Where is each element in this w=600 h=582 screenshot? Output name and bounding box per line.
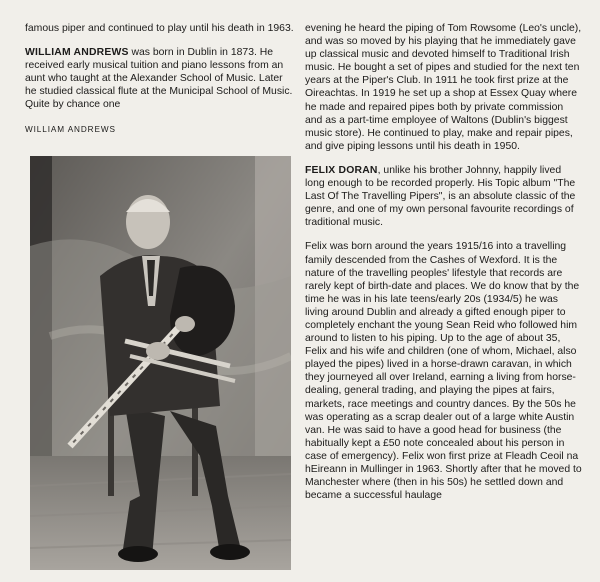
photo-william-andrews <box>30 156 291 570</box>
name-william-andrews: WILLIAM ANDREWS <box>25 47 129 59</box>
right-column <box>305 22 583 513</box>
piper-photograph <box>30 156 291 570</box>
paragraph-felix-doran-text: , unlike his brother Johnny, happily lived long enough to be recorded properly. His Topic album "The Last Of The Travelling Pipers", is an absolute classic of the genre, and one of my own personal favourite recordings of traditional music. <box>305 164 576 229</box>
paragraph-william-andrews-text: was born in Dublin in 1873. He received early musical tuition and piano lessons from an aunt who taught at the Alexander School of Music. Later he studied classical flute at the Municipal School of Music. Quite by chance one <box>25 47 293 111</box>
name-felix-doran: FELIX DORAN <box>305 164 378 176</box>
left-column <box>25 22 295 144</box>
paragraph-william-andrews <box>25 46 295 111</box>
photo-caption: WILLIAM ANDREWS <box>25 124 116 134</box>
paragraph-tom-rowsome: evening he heard the piping of Tom Rowsome (Leo's uncle), and was so moved by his playing that he immediately gave up classical music and devoted himself to Traditional Irish music. He bought a set of pipes and studied for the next ten years at the Piper's Club. In 1911 he took first prize at the Oireachtas. In 1919 he set up a shop at Essex Quay where he made and repaired pipes both by private commission and as a part-time employee of Waltons (Dublin's biggest music store). He continued to play, make and repair pipes, and give piping lessons until his death in 1950. <box>305 23 582 152</box>
paragraph-felix-biography: Felix was born around the years 1915/16 into a travelling family descended from the Cashes of Wexford. It is the nature of the travelling peoples' lifestyle that records are rarely kept of birth-date and places. We do know that by the time he was in his late teens/early 20s (1934/5) he was living around Dublin and already a gifted enough piper to completely enchant the young Sean Reid who followed him around to listen to his piping. Up to the age of about 35, Felix and his wife and children (one of whom, Michael, also played the pipes) lived in a horse-drawn caravan, in which they journeyed all over Ireland, earning a living from horse-dealing, general trading, and playing the pipes at fairs, markets, race meetings and country dances. By the 50s he was operating as a scrap dealer out of a large white Austin van. He was said to have a good head for business (the habitually kept a £50 note concealed about his person in case of emergency). Felix won first prize at Fleadh Ceoil na hEireann in Mullinger in 1963. Shortly after that he moved to Manchester where (then in his 50s) he settled down and became a successful haulage <box>305 241 582 502</box>
paragraph-felix-doran <box>305 164 583 229</box>
paragraph-famous-piper: famous piper and continued to play until his death in 1963. <box>25 23 294 34</box>
